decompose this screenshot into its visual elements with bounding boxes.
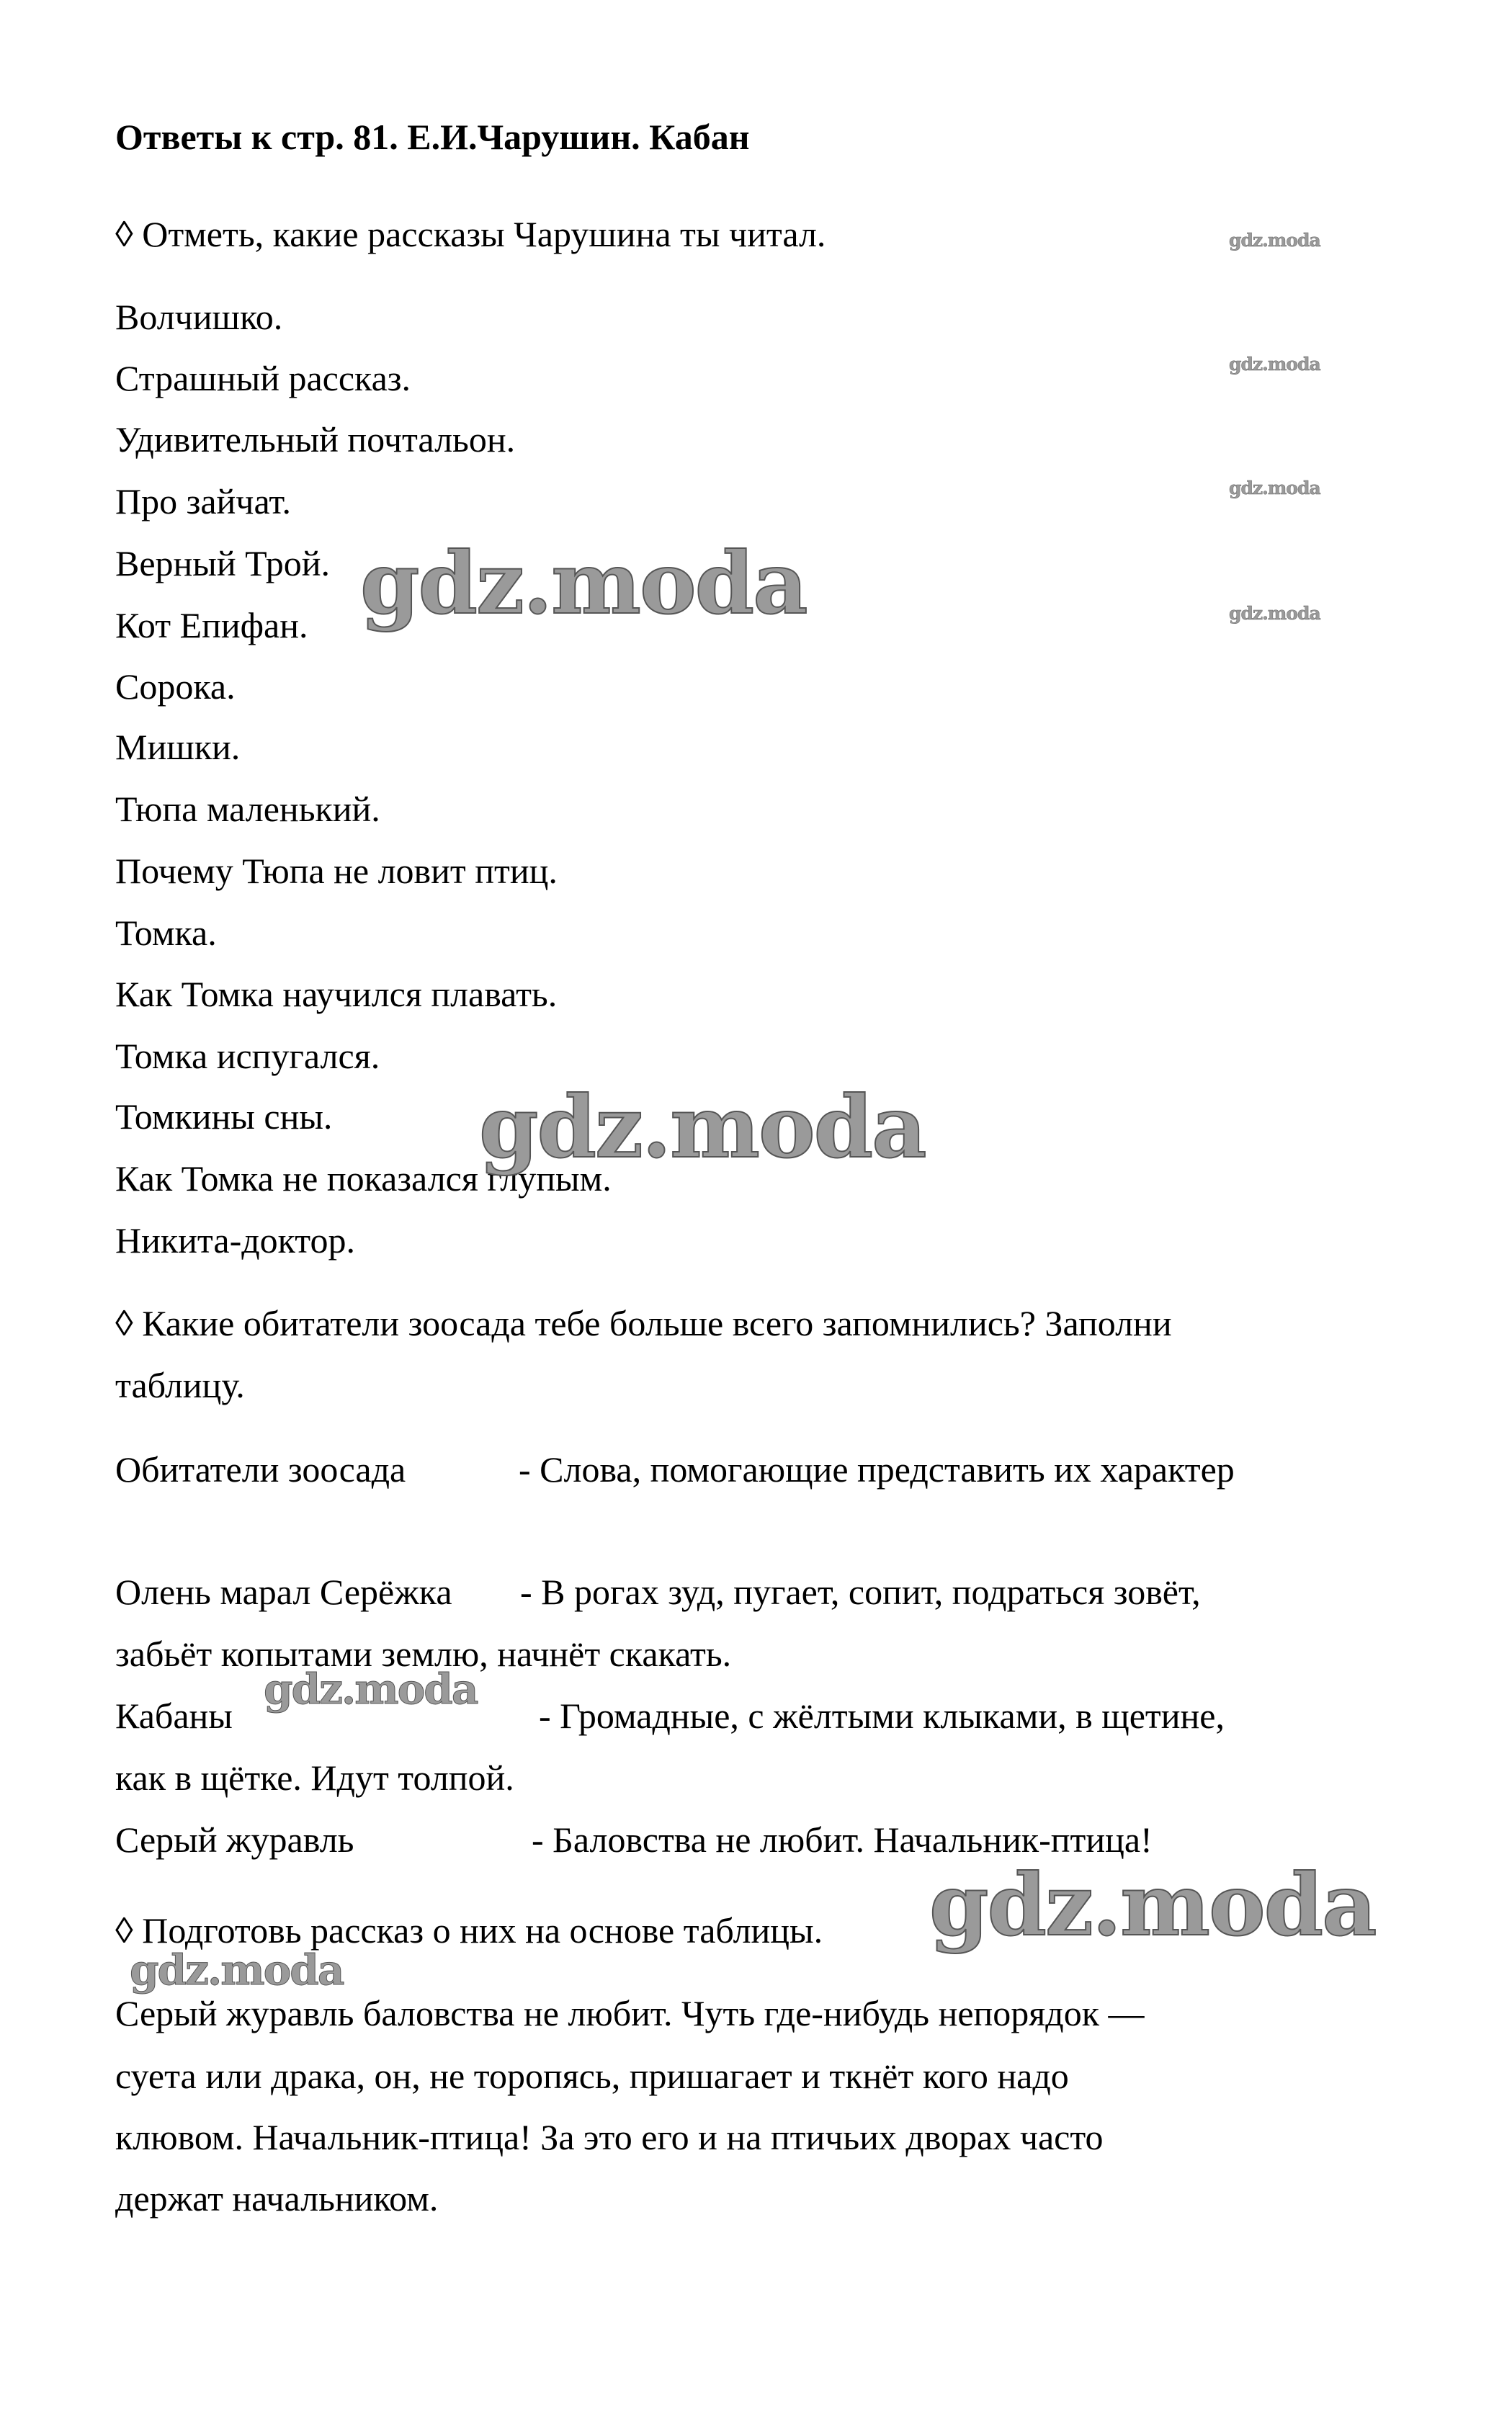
list-item: Про зайчат. [115,481,291,521]
list-item: Томкины сны. [115,1096,333,1137]
watermark: gdz.moda [360,533,807,633]
list-item: Томка испугался. [115,1036,380,1076]
question-3: ◊ Подготовь рассказ о них на основе таблицы. [115,1910,823,1951]
watermark: gdz.moda [479,1077,926,1177]
answer-line: клювом. Начальник-птица! За это его и на птичьих дворах часто [115,2117,1104,2157]
list-item: Кот Епифан. [115,605,308,645]
list-item: Мишки. [115,727,241,767]
table-row-name: Олень марал Серёжка [115,1572,452,1612]
list-item: Никита-доктор. [115,1220,355,1261]
table-row-desc: - Баловства не любит. Начальник-птица! [532,1819,1153,1860]
table-row-desc-cont: как в щётке. Идут толпой. [115,1758,514,1798]
watermark: gdz.moda [929,1855,1376,1955]
watermark: gdz.moda [264,1665,478,1714]
list-item: Удивительный почтальон. [115,419,516,460]
table-header-right: - Слова, помогающие представить их характер [519,1449,1235,1490]
list-item: Верный Трой. [115,543,331,583]
list-item: Почему Тюпа не ловит птиц. [115,851,558,891]
list-item: Сорока. [115,666,236,707]
watermark: gdz.moda [1229,354,1320,375]
answer-line: Серый журавль баловства не любит. Чуть где-нибудь непорядок — [115,1993,1145,2033]
question-2: ◊ Какие обитатели зоосада тебе больше всего запомнились? Заполни [115,1303,1172,1343]
list-item: Томка. [115,913,217,953]
question-1: ◊ Отметь, какие рассказы Чарушина ты читал. [115,214,826,254]
table-row-desc: - В рогах зуд, пугает, сопит, подраться зовёт, [520,1572,1201,1612]
table-row-desc-cont: забьёт копытами землю, начнёт скакать. [115,1634,732,1674]
answer-line: суета или драка, он, не торопясь, пришагает и ткнёт кого надо [115,2056,1069,2096]
list-item: Как Томка научился плавать. [115,974,558,1014]
watermark: gdz.moda [1229,230,1320,251]
table-row-name: Серый журавль [115,1819,354,1860]
watermark: gdz.moda [1229,478,1320,498]
table-header-left: Обитатели зоосада [115,1449,406,1490]
list-item: Как Томка не показался глупым. [115,1158,612,1199]
watermark: gdz.moda [130,1946,344,1995]
page-title: Ответы к стр. 81. Е.И.Чарушин. Кабан [115,117,750,157]
question-2-cont: таблицу. [115,1365,245,1405]
table-row-name: Кабаны [115,1696,233,1736]
list-item: Тюпа маленький. [115,789,380,829]
table-row-desc: - Громадные, с жёлтыми клыками, в щетине, [539,1696,1225,1736]
answer-line: держат начальником. [115,2178,439,2219]
list-item: Волчишко. [115,297,283,337]
watermark: gdz.moda [1229,603,1320,624]
list-item: Страшный рассказ. [115,358,411,398]
